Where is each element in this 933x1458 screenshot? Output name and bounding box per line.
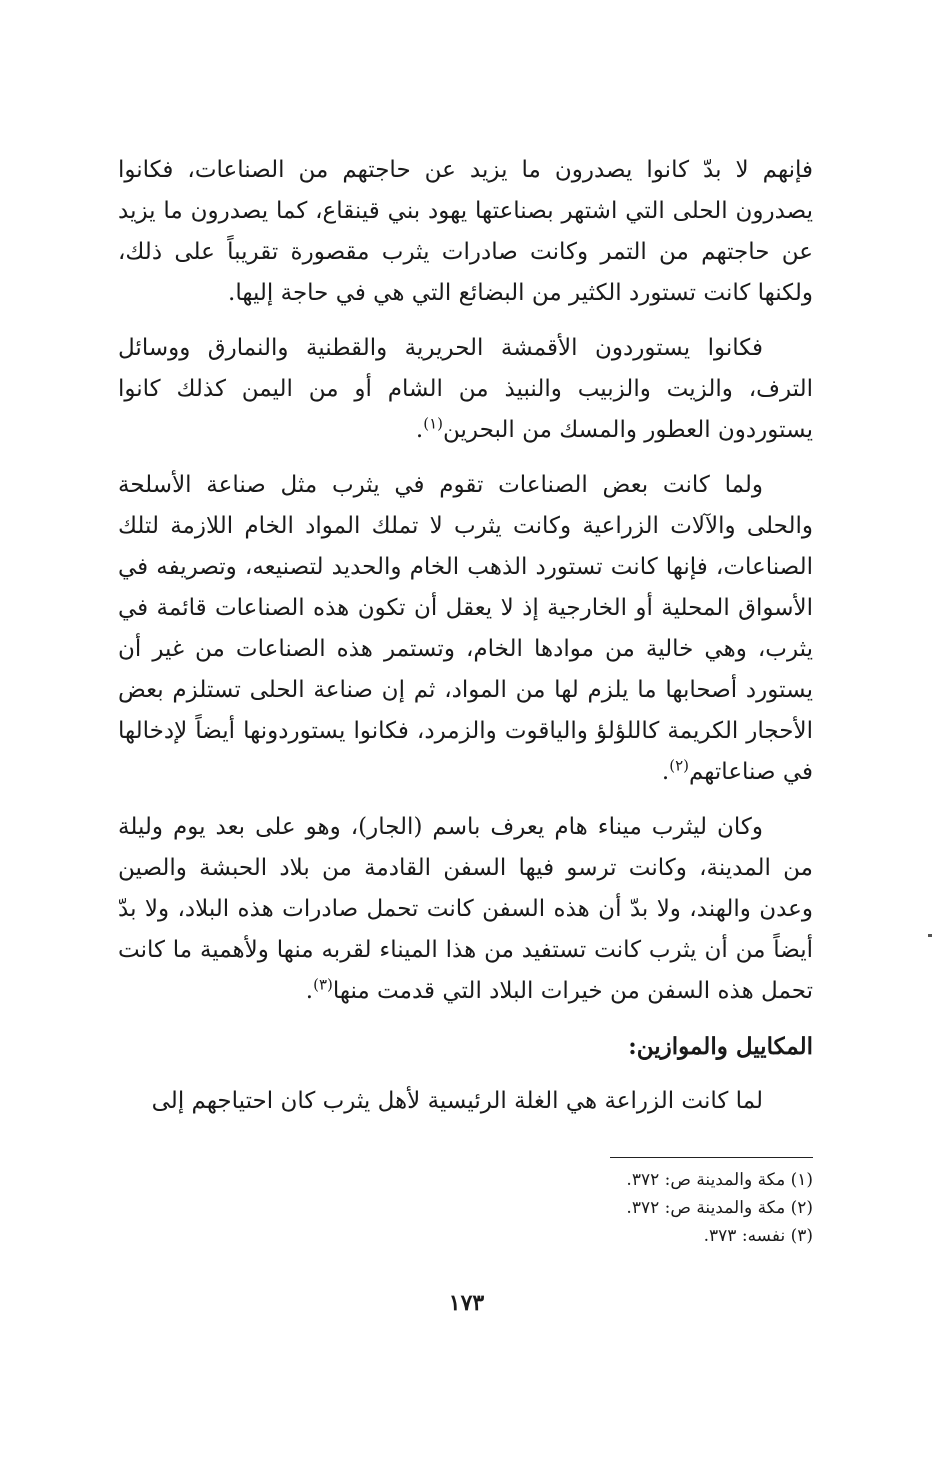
footnote-reference-1[interactable]: (١) <box>423 414 443 433</box>
paragraph-3: ولما كانت بعض الصناعات تقوم في يثرب مثل صناعة الأسلحة والحلى والآلات الزراعية وكانت يثرب لا تملك المواد الخام اللازمة لتلك الصناعات، فإنها كانت تستورد الذهب الخام والحديد لتصنيعه، وتصريفه في الأسواق المحلية أو الخارجية إذ لا يعقل أن تكون هذه الصناعات قائمة في يثرب، وهي خالية من موادها الخام، وتستمر هذه الصناعات من غير أن يستورد أصحابها ما يلزم لها من المواد، ثم إن صناعة الحلى تستلزم بعض الأحجار الكريمة كاللؤلؤ والياقوت والزمرد، فكانوا يستوردونها أيضاً لإدخالها في صناعاتهم$^{(٢)}$. <box>118 472 813 785</box>
paragraph-5: لما كانت الزراعة هي الغلة الرئيسية لأهل يثرب كان احتياجهم إلى <box>151 1088 763 1114</box>
footnote-reference-2[interactable]: (٢) <box>669 756 689 775</box>
footnote-reference-3[interactable]: (٣) <box>313 975 333 994</box>
body-text <box>118 150 813 1136</box>
footnote-1: (١) مكة والمدينة ص: ٣٧٢. <box>626 1170 813 1190</box>
footnote-2: (٢) مكة والمدينة ص: ٣٧٢. <box>626 1198 813 1218</box>
paragraph-4: وكان ليثرب ميناء هام يعرف باسم (الجار)، وهو على بعد يوم وليلة من المدينة، وكانت ترسو فيها السفن القادمة من بلاد الحبشة والصين وعدن والهند، ولا بدّ أن هذه السفن كانت تحمل صادرات هذه البلاد، ولا بدّ أيضاً من أن يثرب كانت تستفيد من هذا الميناء لقربه منها ولأهمية ما كانت تحمل هذه السفن من خيرات البلاد التي قدمت منها$^{(٣)}$. <box>118 814 813 1004</box>
footnote-divider <box>610 1157 813 1158</box>
paragraph-1: فإنهم لا بدّ كانوا يصدرون ما يزيد عن حاجتهم من الصناعات، فكانوا يصدرون الحلى التي اشتهر بصناعتها يهود بني قينقاع، كما يصدرون ما يزيد عن حاجتهم من التمر وكانت صادرات يثرب مقصورة تقريباً على ذلك، ولكنها كانت تستورد الكثير من البضائع التي هي في حاجة إليها. <box>118 157 813 306</box>
footnotes <box>500 1166 813 1250</box>
margin-mark <box>928 934 932 937</box>
section-heading: المكاييل والموازين: <box>628 1033 813 1060</box>
page-number: ١٧٣ <box>448 1290 485 1316</box>
footnote-3: (٣) نفسه: ٣٧٣. <box>703 1226 813 1246</box>
paragraph-2: فكانوا يستوردون الأقمشة الحريرية والقطنية والنمارق ووسائل الترف، والزيت والزبيب والنبيذ من الشام أو من اليمن كذلك كانوا يستوردون العطور والمسك من البحرين$^{(١)}$. <box>118 335 813 443</box>
